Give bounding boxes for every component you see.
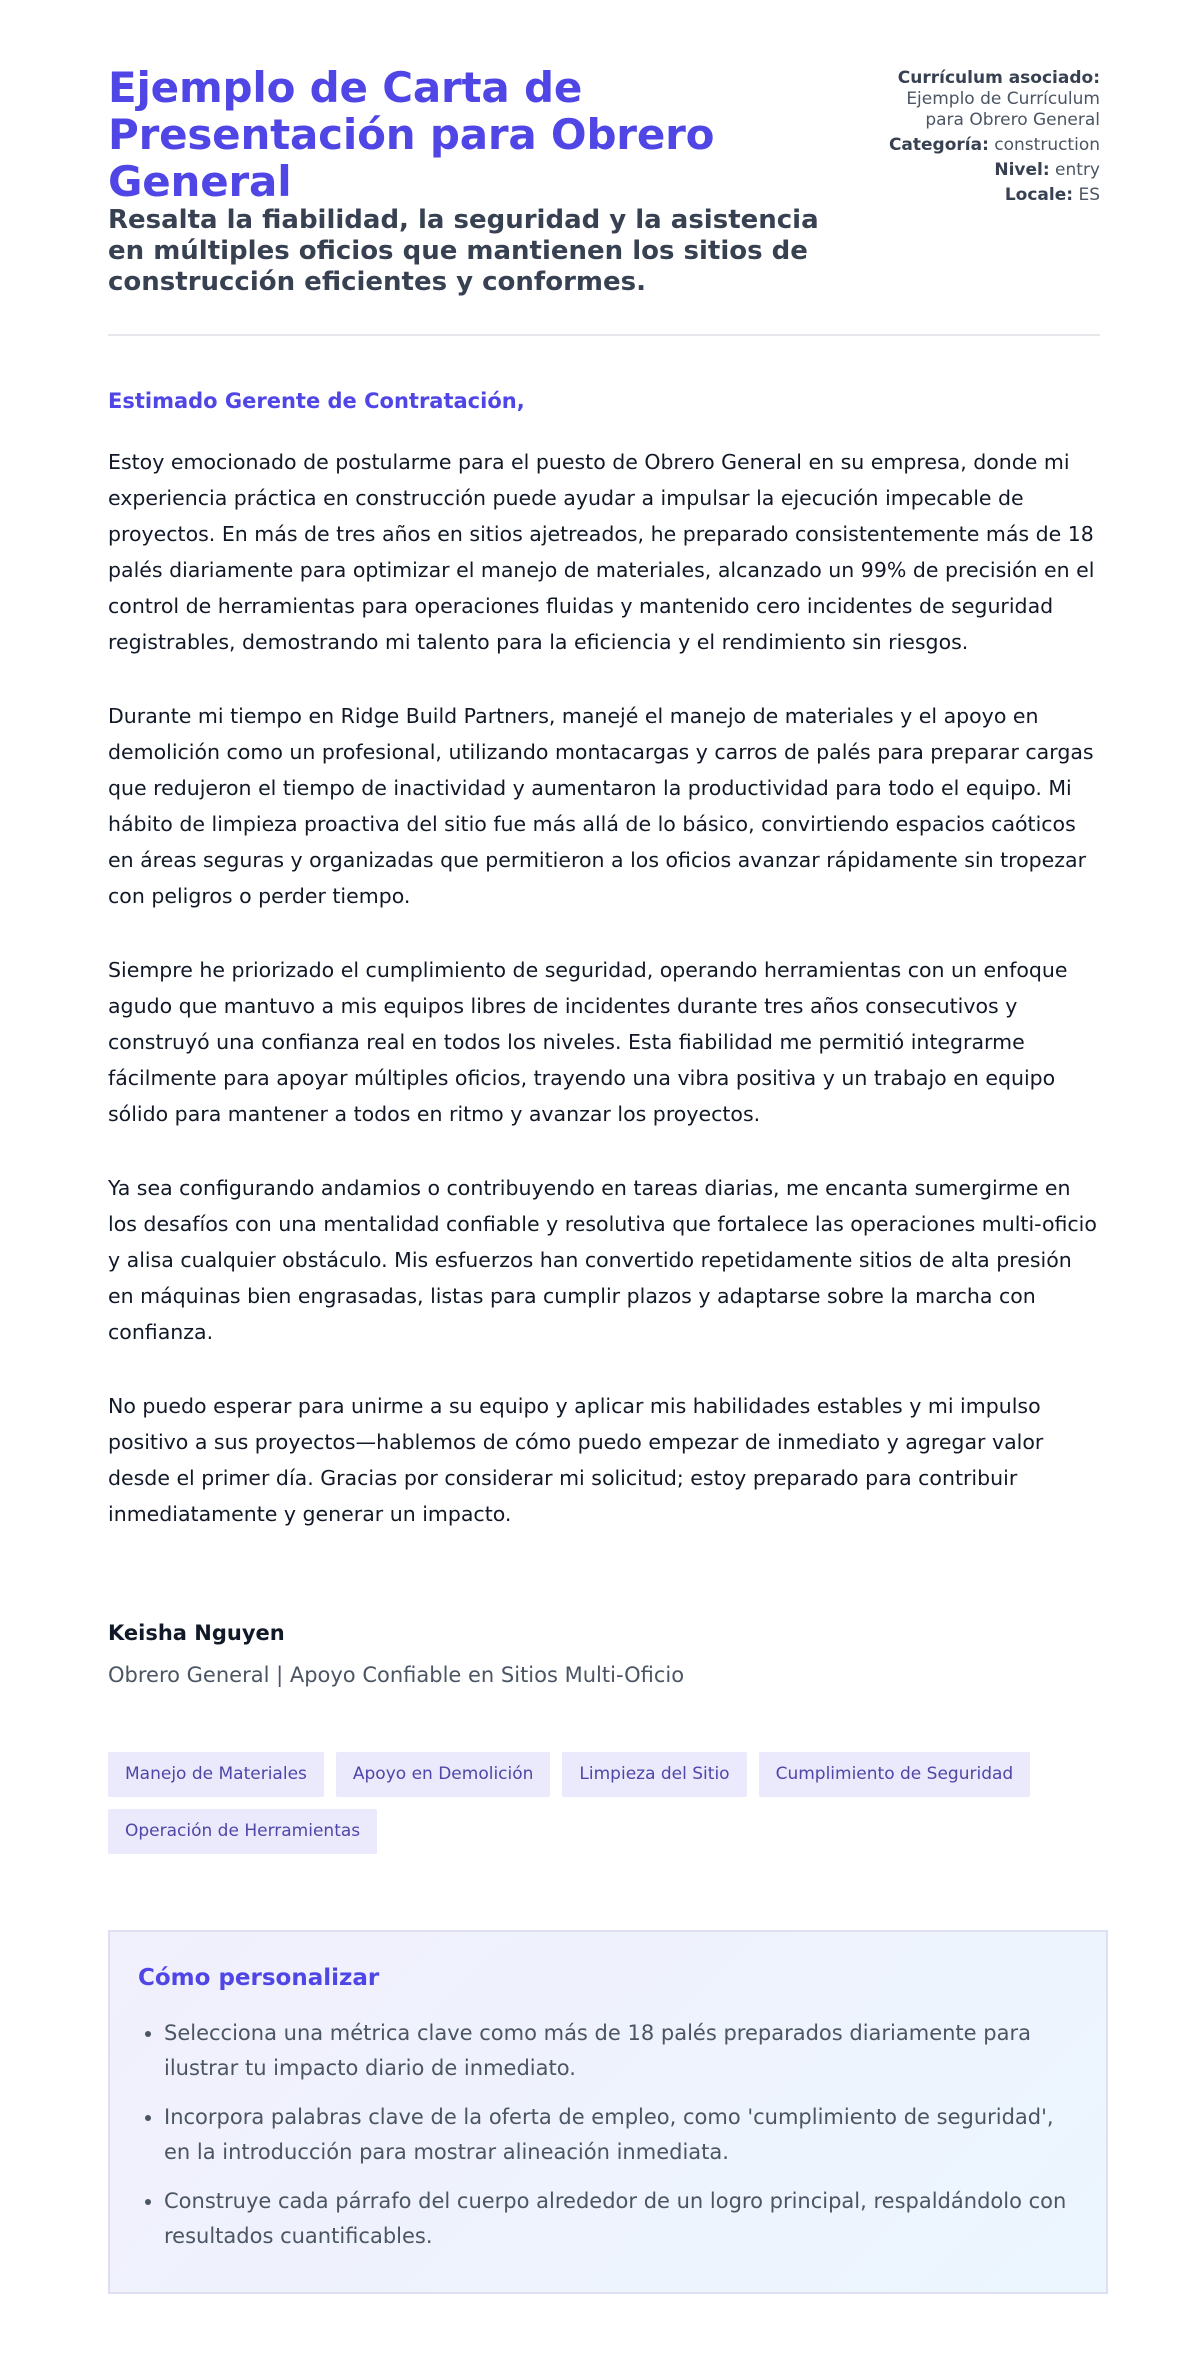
letter-paragraph: Ya sea configurando andamios o contribuyendo en tareas diarias, me encanta sumergirme en los desafíos con una mentalidad confiable y resolutiva que fortalece las operaciones multi-oficio y alisa cualquier obstáculo. Mis esfuerzos han convertido repetidamente sitios de alta presión en máquinas bien engrasadas, listas para cumplir plazos y adaptarse sobre la marcha con confianza. bbox=[108, 1176, 1097, 1344]
tip-item: • Construye cada párrafo del cuerpo alrededor de un logro principal, respaldándolo con resultados cuantificables. bbox=[164, 2184, 1078, 2254]
meta-info bbox=[870, 64, 1100, 210]
meta-locale-value: ES bbox=[1078, 185, 1100, 205]
meta-resume-value: Ejemplo de Currículum para Obrero General bbox=[906, 89, 1100, 130]
letter-body bbox=[108, 444, 1100, 1532]
skill-tag: Cumplimiento de Seguridad bbox=[759, 1752, 1031, 1797]
customization-tips bbox=[108, 1930, 1108, 2294]
skill-tags bbox=[108, 1752, 1108, 1854]
tip-item: • Incorpora palabras clave de la oferta de empleo, como 'cumplimiento de seguridad', en la introducción para mostrar alineación inmediata. bbox=[164, 2100, 1078, 2170]
page-subtitle: Resalta la fiabilidad, la seguridad y la asistencia en múltiples oficios que mantienen los sitios de construcción eficientes y conformes. bbox=[108, 205, 819, 297]
signature-block bbox=[108, 1620, 1100, 1688]
letter-paragraph: Durante mi tiempo en Ridge Build Partners, manejé el manejo de materiales y el apoyo en demolición como un profesional, utilizando montacargas y carros de palés para preparar cargas que redujeron el tiempo de inactividad y aumentaron la productividad para todo el equipo. Mi hábito de limpieza proactiva del sitio fue más allá de lo básico, convirtiendo espacios caóticos en áreas seguras y organizadas que permitieron a los oficios avanzar rápidamente sin tropezar con peligros o perder tiempo. bbox=[108, 704, 1094, 908]
signature-name: Keisha Nguyen bbox=[108, 1621, 285, 1645]
tip-item: • Selecciona una métrica clave como más de 18 palés preparados diariamente para ilustrar tu impacto diario de inmediato. bbox=[164, 2016, 1078, 2086]
skill-tag: Apoyo en Demolición bbox=[336, 1752, 551, 1797]
cover-letter-page bbox=[100, 0, 1100, 2294]
tips-title: Cómo personalizar bbox=[138, 1965, 380, 1991]
meta-level-label: Nivel: bbox=[994, 160, 1050, 180]
page-title: Ejemplo de Carta de Presentación para Obrero General bbox=[108, 63, 715, 206]
meta-category-value: construction bbox=[994, 135, 1100, 155]
meta-level-value: entry bbox=[1055, 160, 1100, 180]
tips-list bbox=[138, 2016, 1078, 2254]
page-header bbox=[108, 64, 1100, 336]
letter-paragraph: Siempre he priorizado el cumplimiento de seguridad, operando herramientas con un enfoque agudo que mantuvo a mis equipos libres de incidentes durante tres años consecutivos y construyó una confianza real en todos los niveles. Esta fiabilidad me permitió integrarme fácilmente para apoyar múltiples oficios, trayendo una vibra positiva y un trabajo en equipo sólido para mantener a todos en ritmo y avanzar los proyectos. bbox=[108, 958, 1068, 1126]
meta-locale-label: Locale: bbox=[1004, 185, 1074, 205]
skill-tag: Operación de Herramientas bbox=[108, 1809, 377, 1854]
meta-locale bbox=[870, 185, 1100, 206]
meta-category bbox=[870, 135, 1100, 156]
header-titles bbox=[108, 64, 828, 298]
meta-category-label: Categoría: bbox=[888, 135, 989, 155]
letter-paragraph: No puedo esperar para unirme a su equipo y aplicar mis habilidades estables y mi impulso positivo a sus proyectos—hablemos de cómo puedo empezar de inmediato y agregar valor desde el primer día. Gracias por considerar mi solicitud; estoy preparado para contribuir inmediatamente y generar un impacto. bbox=[108, 1394, 1044, 1526]
skill-tag: Limpieza del Sitio bbox=[562, 1752, 746, 1797]
skill-tag: Manejo de Materiales bbox=[108, 1752, 324, 1797]
letter-paragraph: Estoy emocionado de postularme para el puesto de Obrero General en su empresa, donde mi experiencia práctica en construcción puede ayudar a impulsar la ejecución impecable de proyectos. En más de tres años en sitios ajetreados, he preparado consistentemente más de 18 palés diariamente para optimizar el manejo de materiales, alcanzado un 99% de precisión en el control de herramientas para operaciones fluidas y mantenido cero incidentes de seguridad registrables, demostrando mi talento para la eficiencia y el rendimiento sin riesgos. bbox=[108, 450, 1095, 654]
salutation: Estimado Gerente de Contratación, bbox=[108, 389, 525, 413]
meta-level bbox=[870, 160, 1100, 181]
signature-role: Obrero General | Apoyo Confiable en Sitios Multi-Oficio bbox=[108, 1663, 685, 1687]
meta-resume bbox=[870, 68, 1100, 131]
meta-resume-label: Currículum asociado: bbox=[897, 68, 1100, 88]
